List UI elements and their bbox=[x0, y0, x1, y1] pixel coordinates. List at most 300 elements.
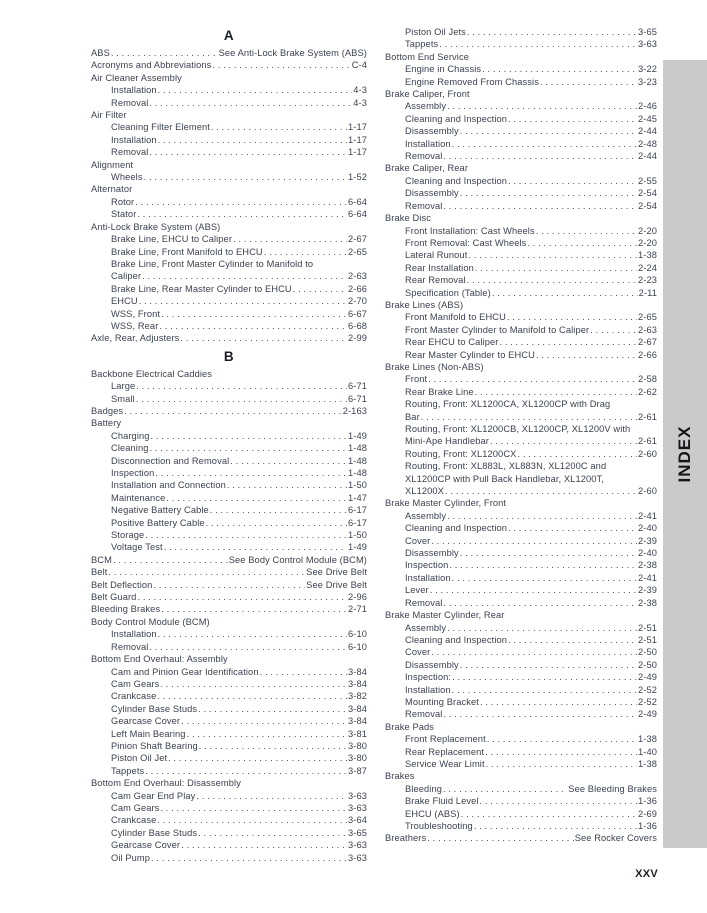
page-ref: 3-80 bbox=[347, 753, 367, 764]
entry-label: Small bbox=[111, 393, 135, 404]
page-ref: 2-20 bbox=[637, 237, 657, 248]
index-group-header bbox=[385, 609, 657, 621]
entry-label: Gearcase Cover bbox=[111, 716, 181, 727]
dot-leader bbox=[159, 320, 347, 332]
entry-label: Brake Lines (ABS) bbox=[385, 299, 464, 310]
entry-label: Bar bbox=[405, 411, 420, 422]
dot-leader bbox=[124, 405, 342, 417]
dot-leader bbox=[452, 572, 637, 584]
page-ref: 2-67 bbox=[347, 234, 367, 245]
entry-label: Cleaning and Inspection bbox=[405, 523, 508, 534]
index-entry bbox=[91, 332, 367, 344]
entry-label: Disassembly bbox=[405, 659, 459, 670]
index-entry bbox=[91, 393, 367, 405]
dot-leader bbox=[461, 808, 637, 820]
dot-leader bbox=[460, 547, 637, 559]
entry-label: Installation bbox=[405, 684, 451, 695]
entry-label: Badges bbox=[91, 405, 124, 416]
page-ref: 2-41 bbox=[637, 510, 657, 521]
entry-label: Charging bbox=[111, 430, 150, 441]
index-entry bbox=[91, 541, 367, 553]
dot-leader bbox=[166, 492, 347, 504]
page-ref: 6-71 bbox=[347, 381, 367, 392]
dot-leader bbox=[421, 411, 637, 423]
index-entry bbox=[385, 708, 657, 720]
index-entry bbox=[91, 283, 367, 295]
page-ref: 2-55 bbox=[637, 175, 657, 186]
dot-leader bbox=[443, 150, 637, 162]
dot-leader bbox=[145, 765, 347, 777]
page-ref: 2-96 bbox=[347, 592, 367, 603]
page-ref: 1-38 bbox=[637, 734, 657, 745]
dot-leader bbox=[212, 59, 350, 71]
page-ref: 2-50 bbox=[637, 659, 657, 670]
entry-label: Engine Removed From Chassis bbox=[405, 76, 539, 87]
entry-label: Inspection bbox=[405, 560, 449, 571]
entry-label: Inspection bbox=[111, 468, 155, 478]
index-entry bbox=[385, 175, 657, 187]
entry-label: Bottom End Service bbox=[385, 51, 469, 62]
dot-leader bbox=[149, 146, 347, 158]
entry-label: Front Manifold to EHCU bbox=[405, 312, 506, 323]
dot-leader bbox=[508, 175, 637, 187]
page-ref: 3-65 bbox=[637, 27, 657, 37]
page-ref: 1-38 bbox=[637, 250, 657, 261]
index-entry bbox=[385, 597, 657, 609]
entry-label: Brake Caliper, Front bbox=[385, 89, 470, 100]
dot-leader bbox=[536, 349, 637, 361]
dot-leader bbox=[198, 827, 347, 839]
page-ref: 6-71 bbox=[347, 393, 367, 404]
page-ref: 2-58 bbox=[637, 374, 657, 385]
page-ref: 1-36 bbox=[637, 796, 657, 807]
index-group-header bbox=[385, 88, 657, 100]
index-entry bbox=[385, 411, 657, 423]
entry-label: Cleaning bbox=[111, 443, 149, 454]
dot-leader bbox=[480, 696, 637, 708]
dot-leader bbox=[443, 597, 637, 609]
dot-leader bbox=[430, 584, 637, 596]
dot-leader bbox=[155, 467, 347, 479]
index-group-header bbox=[385, 721, 657, 733]
entry-label: Bottom End Overhaul: Disassembly bbox=[91, 778, 241, 789]
index-group-header bbox=[91, 258, 367, 270]
entry-label: Assembly bbox=[405, 622, 447, 633]
entry-label: ABS bbox=[91, 48, 110, 58]
entry-label: Engine in Chassis bbox=[405, 64, 482, 75]
index-entry bbox=[91, 703, 367, 715]
entry-label: Storage bbox=[111, 530, 145, 541]
dot-leader bbox=[460, 187, 637, 199]
index-entry bbox=[385, 113, 657, 125]
index-entry bbox=[91, 529, 367, 541]
index-entry bbox=[91, 566, 367, 578]
index-entry bbox=[385, 38, 657, 50]
page-ref: 6-64 bbox=[347, 196, 367, 207]
entry-label: Removal bbox=[111, 147, 149, 158]
page-ref: 2-70 bbox=[347, 296, 367, 307]
page-ref: 2-63 bbox=[347, 271, 367, 282]
index-entry bbox=[91, 97, 367, 109]
index-entry bbox=[385, 249, 657, 261]
entry-label: Lever bbox=[405, 585, 429, 596]
entry-label: Brake Line, Front Manifold to EHCU bbox=[111, 246, 263, 257]
index-entry bbox=[385, 200, 657, 212]
page-ref: 2-46 bbox=[637, 101, 657, 112]
dot-leader bbox=[487, 733, 637, 745]
entry-label: Left Main Bearing bbox=[111, 728, 186, 739]
page-ref: 3-63 bbox=[637, 39, 657, 50]
page-ref: 6-64 bbox=[347, 209, 367, 220]
dot-leader bbox=[157, 690, 347, 702]
dot-leader bbox=[149, 97, 352, 109]
page-ref: See Bleeding Brakes bbox=[568, 783, 657, 794]
entry-label: Brake Fluid Level bbox=[405, 796, 479, 807]
dot-leader bbox=[181, 715, 347, 727]
page-ref: 2-39 bbox=[637, 535, 657, 546]
entry-label: Cover bbox=[405, 535, 431, 546]
entry-label: Removal bbox=[405, 597, 443, 608]
dot-leader bbox=[474, 820, 637, 832]
page-ref: 2-71 bbox=[347, 604, 367, 615]
index-entry bbox=[385, 138, 657, 150]
page-ref: 1-52 bbox=[347, 172, 367, 183]
entry-label: Cam Gears bbox=[111, 678, 160, 689]
entry-label: Service Wear Limit bbox=[405, 758, 485, 769]
index-entry bbox=[385, 100, 657, 112]
dot-leader bbox=[490, 435, 637, 447]
entry-label: Removal bbox=[405, 151, 443, 162]
dot-leader bbox=[142, 270, 347, 282]
entry-label: WSS, Front bbox=[111, 308, 161, 319]
index-entry bbox=[385, 187, 657, 199]
index-entry bbox=[91, 492, 367, 504]
page-ref: 2-54 bbox=[637, 200, 657, 211]
page-ref: 2-62 bbox=[637, 386, 657, 397]
page-ref: 2-60 bbox=[637, 486, 657, 497]
index-entry bbox=[91, 47, 367, 59]
dot-leader bbox=[187, 728, 347, 740]
page-ref: See Rocker Covers bbox=[574, 833, 657, 844]
index-group-header bbox=[385, 473, 657, 485]
dot-leader bbox=[149, 641, 347, 653]
entry-label: Maintenance bbox=[111, 492, 166, 503]
entry-label: Removal bbox=[111, 641, 149, 652]
dot-leader bbox=[227, 479, 347, 491]
dot-leader bbox=[139, 295, 347, 307]
index-entry bbox=[91, 59, 367, 71]
page-ref: 1-17 bbox=[347, 134, 367, 145]
index-entry bbox=[385, 373, 657, 385]
dot-leader bbox=[161, 308, 347, 320]
page-ref: 3-82 bbox=[347, 691, 367, 702]
entry-label: Voltage Test bbox=[111, 542, 163, 553]
page-ref: 2-54 bbox=[637, 188, 657, 199]
dot-leader bbox=[164, 541, 347, 553]
index-entry bbox=[385, 311, 657, 323]
index-entry bbox=[91, 442, 367, 454]
page-ref: 2-39 bbox=[637, 585, 657, 596]
page-ref: 2-63 bbox=[637, 324, 657, 335]
dot-leader bbox=[198, 703, 347, 715]
dot-leader bbox=[196, 790, 347, 802]
dot-leader bbox=[460, 659, 637, 671]
index-entry bbox=[91, 715, 367, 727]
index-entry bbox=[91, 320, 367, 332]
dot-leader bbox=[431, 535, 637, 547]
entry-label: Piston Oil Jets bbox=[405, 27, 466, 37]
entry-label: Crankcase bbox=[111, 815, 157, 826]
page-ref: 2-40 bbox=[637, 548, 657, 559]
dot-leader bbox=[492, 287, 638, 299]
dot-leader bbox=[447, 622, 637, 634]
index-entry bbox=[385, 225, 657, 237]
entry-label: Cam and Pinion Gear Identification bbox=[111, 666, 259, 677]
index-entry bbox=[385, 696, 657, 708]
page-ref: 3-84 bbox=[347, 716, 367, 727]
entry-label: Rear Installation bbox=[405, 262, 474, 273]
entry-label: Mini-Ape Handlebar bbox=[405, 436, 489, 447]
entry-label: Tappets bbox=[405, 39, 439, 50]
section-letter: B bbox=[223, 348, 235, 364]
dot-leader bbox=[447, 510, 637, 522]
index-entry bbox=[91, 246, 367, 258]
page-ref: 2-41 bbox=[637, 572, 657, 583]
index-entry bbox=[91, 814, 367, 826]
index-entry bbox=[385, 547, 657, 559]
page-ref: 2-38 bbox=[637, 597, 657, 608]
index-group-header bbox=[385, 770, 657, 782]
page-ref: 1-17 bbox=[347, 147, 367, 158]
dot-leader bbox=[428, 373, 637, 385]
index-entry bbox=[385, 820, 657, 832]
page-ref: 6-17 bbox=[347, 517, 367, 528]
entry-label: Installation bbox=[405, 138, 451, 149]
page-ref: 2-45 bbox=[637, 113, 657, 124]
entry-label: WSS, Rear bbox=[111, 320, 159, 331]
page-ref: 3-81 bbox=[347, 728, 367, 739]
index-entry bbox=[91, 270, 367, 282]
entry-label: XL1200CP with Pull Back Handlebar, XL1200T, bbox=[405, 473, 604, 484]
index-entry bbox=[385, 671, 657, 683]
dot-leader bbox=[460, 125, 637, 137]
dot-leader bbox=[158, 628, 347, 640]
index-entry bbox=[385, 435, 657, 447]
dot-leader bbox=[475, 262, 637, 274]
dot-leader bbox=[508, 113, 637, 125]
page-ref: 1-49 bbox=[347, 542, 367, 553]
dot-leader bbox=[508, 522, 637, 534]
index-column-left bbox=[91, 24, 367, 864]
index-group-header bbox=[385, 460, 657, 472]
index-entry bbox=[91, 852, 367, 864]
entry-label: Cam Gears bbox=[111, 802, 160, 813]
index-entry bbox=[91, 134, 367, 146]
page-ref: 2-40 bbox=[637, 523, 657, 534]
index-entry bbox=[385, 783, 657, 795]
page-ref: 3-63 bbox=[347, 840, 367, 851]
index-entry bbox=[385, 324, 657, 336]
index-group-header bbox=[91, 159, 367, 171]
index-entry bbox=[385, 63, 657, 75]
entry-label: Removal bbox=[111, 97, 149, 108]
index-entry bbox=[91, 752, 367, 764]
dot-leader bbox=[136, 393, 347, 405]
index-entry bbox=[91, 591, 367, 603]
entry-label: Installation bbox=[111, 134, 157, 145]
entry-label: Routing, Front: XL883L, XL883N, XL1200C and bbox=[405, 461, 607, 472]
index-entry bbox=[91, 467, 367, 479]
entry-label: Assembly bbox=[405, 510, 447, 521]
entry-label: Anti-Lock Brake System (ABS) bbox=[91, 221, 221, 232]
index-group-header bbox=[91, 417, 367, 429]
index-entry bbox=[91, 827, 367, 839]
index-group-header bbox=[385, 162, 657, 174]
index-entry bbox=[91, 690, 367, 702]
index-entry bbox=[385, 510, 657, 522]
dot-leader bbox=[233, 233, 347, 245]
page-ref: 1-47 bbox=[347, 492, 367, 503]
dot-leader bbox=[485, 746, 637, 758]
index-group-header bbox=[385, 299, 657, 311]
dot-leader bbox=[590, 324, 637, 336]
entry-label: Brake Pads bbox=[385, 721, 435, 732]
dot-leader bbox=[467, 26, 637, 38]
index-entry bbox=[385, 572, 657, 584]
dot-leader bbox=[293, 283, 347, 295]
entry-label: Inspection: bbox=[405, 672, 452, 683]
entry-label: Piston Oil Jet bbox=[111, 753, 168, 764]
entry-label: Acronyms and Abbreviations bbox=[91, 60, 212, 71]
index-entry bbox=[91, 380, 367, 392]
page-ref: 6-68 bbox=[347, 320, 367, 331]
index-entry bbox=[385, 808, 657, 820]
entry-label: Front Master Cylinder to Manifold to Caliper bbox=[405, 324, 590, 335]
entry-label: Front Replacement bbox=[405, 734, 486, 745]
index-entry bbox=[385, 448, 657, 460]
index-group-header bbox=[91, 72, 367, 84]
dot-leader bbox=[145, 529, 347, 541]
entry-label: Cylinder Base Studs bbox=[111, 827, 198, 838]
page-ref: 6-10 bbox=[347, 641, 367, 652]
page-ref: See Drive Belt bbox=[306, 579, 367, 590]
dot-leader bbox=[160, 678, 347, 690]
index-entry bbox=[91, 678, 367, 690]
entry-label: Cylinder Base Studs bbox=[111, 703, 198, 714]
dot-leader bbox=[150, 442, 347, 454]
index-group-header bbox=[91, 183, 367, 195]
page-ref: 2-67 bbox=[637, 337, 657, 348]
entry-label: Crankcase bbox=[111, 691, 157, 702]
index-group-header bbox=[91, 616, 367, 628]
entry-label: Rear EHCU to Caliper bbox=[405, 337, 499, 348]
entry-label: Wheels bbox=[111, 172, 143, 183]
index-entry bbox=[91, 308, 367, 320]
entry-label: Specification (Table) bbox=[405, 287, 491, 298]
entry-label: Front bbox=[405, 374, 428, 385]
page-ref: C-4 bbox=[351, 60, 367, 71]
entry-label: Large bbox=[111, 381, 136, 392]
dot-leader bbox=[540, 76, 637, 88]
dot-leader bbox=[486, 758, 637, 770]
index-group-header bbox=[91, 221, 367, 233]
index-group-header bbox=[385, 212, 657, 224]
dot-leader bbox=[158, 134, 347, 146]
entry-label: Axle, Rear, Adjusters bbox=[91, 333, 180, 344]
index-entry bbox=[91, 171, 367, 183]
index-entry bbox=[91, 579, 367, 591]
page-ref: 2-49 bbox=[637, 709, 657, 720]
index-entry bbox=[91, 641, 367, 653]
index-entry bbox=[91, 740, 367, 752]
entry-label: Cleaning Filter Element bbox=[111, 122, 210, 133]
entry-label: Cleaning and Inspection bbox=[405, 634, 508, 645]
dot-leader bbox=[160, 802, 347, 814]
page-ref: 3-87 bbox=[347, 765, 367, 776]
dot-leader bbox=[210, 504, 347, 516]
entry-label: Bleeding Brakes bbox=[91, 604, 161, 615]
entry-label: Air Filter bbox=[91, 110, 127, 121]
index-entry bbox=[385, 26, 657, 38]
page-ref: 2-51 bbox=[637, 622, 657, 633]
page-ref: 6-17 bbox=[347, 505, 367, 516]
index-entry bbox=[91, 479, 367, 491]
index-group-header bbox=[385, 398, 657, 410]
page-ref: 1-50 bbox=[347, 480, 367, 491]
index-entry bbox=[91, 603, 367, 615]
page-ref: 1-49 bbox=[347, 430, 367, 441]
dot-leader bbox=[447, 100, 637, 112]
entry-label: Front Installation: Cast Wheels bbox=[405, 225, 535, 236]
page-ref: 4-3 bbox=[353, 97, 367, 108]
dot-leader bbox=[264, 246, 347, 258]
index-group-header bbox=[385, 51, 657, 63]
entry-label: Body Control Module (BCM) bbox=[91, 616, 210, 627]
page-ref: 6-10 bbox=[347, 629, 367, 640]
entry-label: Brake Line, Rear Master Cylinder to EHCU bbox=[111, 283, 292, 294]
page-ref: 2-38 bbox=[637, 560, 657, 571]
dot-leader bbox=[508, 634, 637, 646]
page-ref: 2-44 bbox=[637, 151, 657, 162]
page-ref: 2-50 bbox=[637, 647, 657, 658]
entry-label: Alternator bbox=[91, 184, 133, 195]
dot-leader bbox=[452, 138, 637, 150]
entry-label: Rear Removal bbox=[405, 275, 466, 286]
entry-label: Battery bbox=[91, 418, 122, 429]
entry-label: Bottom End Overhaul: Assembly bbox=[91, 654, 228, 665]
page-ref: 2-163 bbox=[342, 405, 367, 416]
entry-label: Brake Master Cylinder, Front bbox=[385, 498, 507, 509]
page-ref: 1-36 bbox=[637, 821, 657, 831]
page-ref: 1-38 bbox=[637, 758, 657, 769]
entry-label: Installation and Connection bbox=[111, 480, 226, 491]
page-ref: 2-44 bbox=[637, 126, 657, 137]
entry-label: Removal bbox=[405, 709, 443, 720]
page-ref: 2-60 bbox=[637, 448, 657, 459]
entry-label: Disassembly bbox=[405, 548, 459, 559]
entry-label: Rear Replacement bbox=[405, 746, 485, 757]
page-ref: 3-84 bbox=[347, 703, 367, 714]
page-ref: 2-52 bbox=[637, 696, 657, 707]
entry-label: Routing, Front: XL1200CX bbox=[405, 448, 517, 459]
dot-leader bbox=[161, 603, 347, 615]
entry-label: Oil Pump bbox=[111, 852, 151, 863]
index-entry bbox=[91, 196, 367, 208]
dot-leader bbox=[151, 852, 347, 864]
index-thumb-tab bbox=[663, 60, 707, 848]
index-entry bbox=[385, 646, 657, 658]
index-entry bbox=[385, 274, 657, 286]
